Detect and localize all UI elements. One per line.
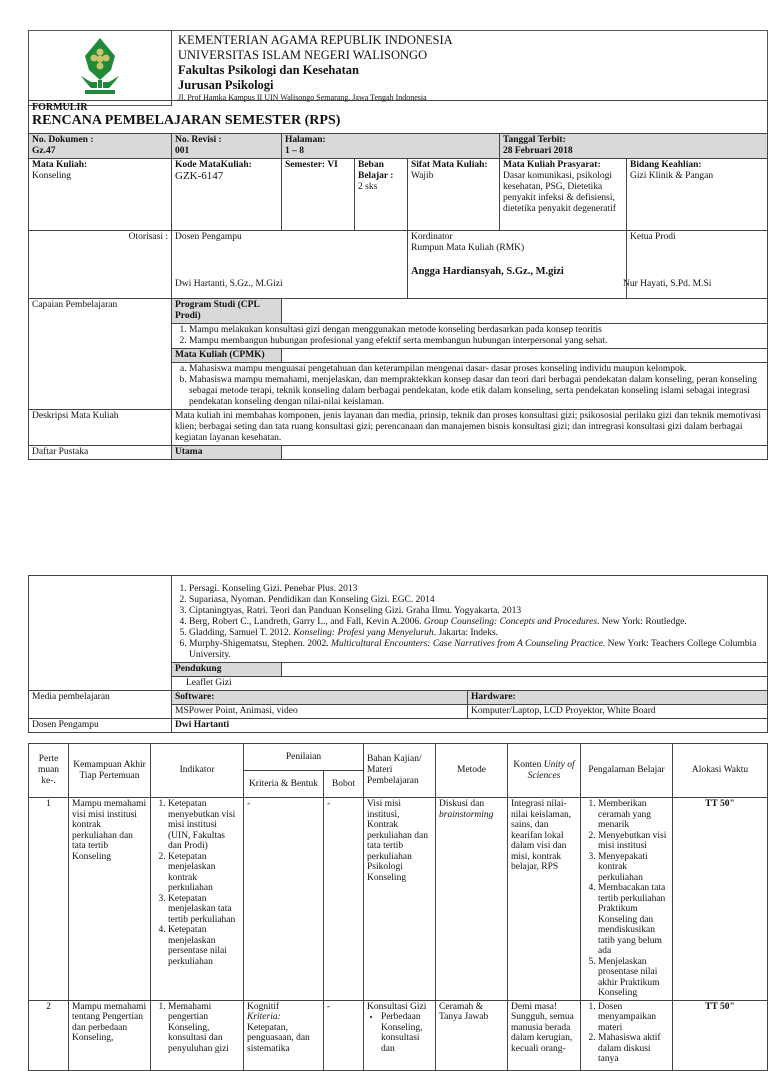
col-ability: Kemampuan Akhir Tiap Pertemuan [69,744,151,798]
form-title-cell [29,101,768,134]
table-row [29,798,768,1001]
support-blank [282,663,768,677]
indicator-item: 4. Ketepatan menjelaskan persentase nilai perkuliahan [168,925,240,967]
prereq-value: Dasar komunikasi, psikologi kesehatan, PSG, Dietetika penyakit infeksi & defisiensi, dietetika penyakit degeneratif [503,171,616,214]
lecturer-value-2: Dwi Hartanti [172,719,768,733]
col-criteria: Kriteria & Bentuk [244,771,324,798]
experience-cell [581,798,673,1001]
criteria-type: Kognitif [247,1001,280,1012]
revision-number: 001 [175,146,190,156]
criteria-text: - [244,798,324,1001]
cpmk-item: a. Mahasiswa mampu menguasai pengetahuan dan keterampilan mengenai dasar- dasar proses konseling individu maupun kelompok. [189,364,764,375]
university-name: UNIVERSITAS ISLAM NEGERI WALISONGO [178,48,428,62]
unity-header-text: Konten [513,759,544,770]
reference-text: Supariasa, Nyoman. Pendidikan dan Konseling Gizi. EGC. 2014 [189,595,435,605]
cpl-list [175,325,764,347]
col-weight: Bobot [324,771,364,798]
indicator-cell [151,1000,244,1070]
experience-item: 2. Menyebutkan visi misi institusi [598,831,669,852]
cpl-item: 1. Mampu melakukan konsultasi gizi dengan menggunakan metode konseling berdasarkan pada konsep teoritis [189,325,764,336]
references-table [28,575,768,733]
main-references-cell [172,576,768,663]
reference-item [189,617,764,628]
cpl-label: Program Studi (CPL Prodi) [172,299,282,324]
coordinator-sub: Rumpun Mata Kuliah (RMK) [411,243,525,253]
reference-text: Murphy-Shigematsu, Stephen. 2002. [189,639,331,649]
coordinator-label: Kordinator [411,232,453,242]
references-main-label: Utama [172,446,282,460]
nature-cell [408,159,500,231]
reference-item [189,584,764,595]
unity-text: Demi masa! Sungguh, semua manusia berada dalam kerugian, kecuali orang- [508,1000,581,1070]
prereq-cell [500,159,627,231]
issue-date-label: Tanggal Terbit: [503,135,566,145]
department-name: Jurusan Psikologi [178,78,274,92]
weekly-plan-table [28,743,768,1071]
doc-number-cell [29,134,172,159]
experience-list [584,799,669,999]
prereq-label: Mata Kuliah Prasyarat: [503,160,601,170]
indicator-item: 3. Ketepatan menjelaskan tata tertib perkuliahan [168,894,240,926]
material-title: Konsultasi Gizi [367,1001,427,1012]
reference-item [189,639,764,661]
reference-text: Gladding, Samuel T. 2012. [189,628,294,638]
nature-label: Sifat Mata Kuliah: [411,160,488,170]
indicator-item: 2. Ketepatan menjelaskan kontrak perkuliahan [168,852,240,894]
method-text: Diskusi dan [439,799,485,809]
time-text: TT 50" [673,798,768,1001]
institution-info [172,31,768,106]
page-label: Halaman: [285,135,326,145]
course-code-label: Kode MataKuliah: [175,160,252,170]
lecturer-name: Dwi Hartanti, S.Gz., M.Gizi [175,279,283,289]
software-value: MSPower Point, Animasi, video [172,705,468,719]
outcomes-label: Capaian Pembelajaran [29,299,172,410]
experience-item: 4. Membacakan tata tertib perkuliahan Praktikum Konseling dan mendiskusikan tatib yang belum ada [598,883,669,957]
main-references-list [175,584,764,661]
cpmk-list [175,364,764,408]
indicator-list [154,799,240,967]
cpmk-item: b. Mahasiswa mampu memahami, menjelaskan, dan mempraktekkan konsep dasar dan teori dari berbagai pendekatan dalam konseling, peran konseling sebagai metode terapi, teknik konseling dalam berbagai pendekatan, kode etik dalam konseling, serta pendekatan konseling islami sebagai integrasi pendekatan konseling dengan nilai-nilai keislaman. [189,375,764,408]
table-row [29,1000,768,1070]
field-value: Gizi Klinik & Pangan [630,171,714,181]
cpmk-blank [282,349,768,363]
experience-item: 3. Menyepakati kontrak perkuliahan [598,852,669,884]
experience-item: 1. Dosen menyampaikan materi [598,1002,669,1034]
criteria-text: Ketepatan, penguasaan, dan sistematika [247,1022,310,1054]
reference-text: Ciptaningtyas, Ratri. Teori dan Panduan Konseling Gizi. Graha Ilmu. Yogyakarta. 2013 [189,606,522,616]
reference-publisher: . Jakarta: Indeks. [433,628,499,638]
col-assessment: Penilaian [244,744,364,771]
method-italic: brainstorming [439,809,494,820]
issue-date: 28 Februari 2018 [503,146,573,156]
address: Jl. Prof Hamka Kampus II UIN Walisongo Semarang, Jawa Tengah Indonesia [178,93,427,102]
course-code: GZK-6147 [175,170,224,182]
form-label: FORMULIR [32,102,88,113]
indicator-list [154,1002,240,1055]
meeting-number: 1 [29,798,69,1001]
description-label: Deskripsi Mata Kuliah [29,410,172,446]
reference-item [189,628,764,639]
experience-cell [581,1000,673,1070]
page-range: 1 – 8 [285,146,304,156]
description-text: Mata kuliah ini membahas komponen, jenis layanan dan media, prinsip, teknik dan proses konsultasi gizi; psikososial perilaku gizi dan teknik memotivasi klien; berbagai seting dan tata ruang konsultasi gizi; perencanaan dan manajemen bisnis konsultasi gizi; dan intregrasi konsultasi gizi dalam berbagai kegiatan layanan kesehatan. [172,410,768,446]
col-unity [508,744,581,798]
doc-number: Gz.47 [32,146,56,156]
unity-text: Integrasi nilai-nilai keislaman, sains, dan kearifan lokal dalam visi dan misi, kontrak belajar, RPS [508,798,581,1001]
indicator-cell [151,798,244,1001]
weight-text: - [324,1000,364,1070]
cpmk-label: Mata Kuliah (CPMK) [172,349,282,363]
col-meeting: Perte muan ke-. [29,744,69,798]
coordinator-name: Angga Hardiansyah, S.Gz., M.gizi [411,266,564,277]
semester-cell [282,159,355,231]
field-cell [627,159,768,231]
material-cell [364,1000,436,1070]
material-item: • Perbedaan Konseling, konsultasi dan [381,1012,432,1054]
weight-text: - [324,798,364,1001]
nature-value: Wajib [411,171,434,181]
criteria-label: Kriteria: [247,1012,281,1022]
material-text: Visi misi institusi, Kontrak perkuliahan dan tata tertib perkuliahan Psikologi Konseling [364,798,436,1001]
lecturer-label: Dosen Pengampu [175,232,242,242]
experience-item: 2. Mahasiswa aktif dalam diskusi tanya [598,1033,669,1065]
revision-cell [172,134,282,159]
reference-title: Group Counseling: Concepts and Procedures [423,617,598,627]
lecturer-sign-cell [172,231,408,299]
institution-header [28,30,768,106]
meeting-number: 2 [29,1000,69,1070]
indicator-item: 1. Ketepatan menyebutkan visi misi institusi (UIN, Fakultas dan Prodi) [168,799,240,852]
lecturer-label-2: Dosen Pengampu [29,719,172,733]
course-name: Konseling [32,171,72,181]
issue-date-cell [500,134,768,159]
semester-label: Semester: [285,160,326,170]
col-time: Alokasi Waktu [673,744,768,798]
course-cell [29,159,172,231]
media-label: Media pembelajaran [29,691,172,719]
cpmk-list-cell [172,363,768,410]
logo-cell [29,31,172,106]
experience-list [584,1002,669,1065]
field-label: Bidang Keahlian: [630,160,702,170]
head-label: Ketua Prodi [630,232,676,242]
indicator-item: 1. Memahami pengertian Konseling, konsultasi dan penyuluhan gizi [168,1002,240,1055]
reference-text: Berg, Robert C., Landreth, Garry L., and Fall, Kevin A.2006. [189,617,424,627]
doc-number-label: No. Dokumen : [32,135,94,145]
criteria-cell [244,1000,324,1070]
method-text: Ceramah & Tanya Jawab [436,1000,508,1070]
hardware-label: Hardware: [468,691,768,705]
ability-text: Mampu memahami visi misi institusi kontrak perkuliahan dan tata tertib Konseling [69,798,151,1001]
col-method: Metode [436,744,508,798]
cpl-list-cell [172,324,768,349]
references-blank [282,446,768,460]
cpl-blank [282,299,768,324]
cpl-item: 2. Mampu membangun hubungan profesional yang efektif serta membangun hubungan interpersonal yang sehat. [189,336,764,347]
reference-title: Multicultural Encounters: Case Narratives from A Counseling Practice. [330,639,606,649]
support-label: Pendukung [172,663,282,677]
authorization-label: Otorisasi : [29,231,172,299]
method-cell [436,798,508,1001]
page-cell [282,134,500,159]
coordinator-sign-cell [408,231,627,299]
ability-text: Mampu memahami tentang Pengertian dan perbedaan Konseling, [69,1000,151,1070]
reference-publisher: . New York: Routledge. [597,617,687,627]
software-label: Software: [172,691,468,705]
semester-value: VI [327,160,338,170]
col-indicator: Indikator [151,744,244,798]
reference-text: Persagi. Konseling Gizi. Penebar Plus. 2013 [189,584,358,594]
load-label: Beban Belajar : [358,160,394,181]
reference-publisher: New York: Teachers College Columbia University. [189,639,757,660]
material-list [367,1012,432,1054]
experience-item: 1. Memberikan ceramah yang menarik [598,799,669,831]
reference-title: Konseling: Profesi yang Menyeluruh [293,628,434,638]
col-experience: Pengalaman Belajar [581,744,673,798]
support-value: Leaflet Gizi [172,677,768,691]
reference-item [189,606,764,617]
unity-header-italic: Unity of Sciences [527,759,575,781]
time-text: TT 50" [673,1000,768,1070]
course-label: Mata Kuliah: [32,160,88,170]
revision-label: No. Revisi : [175,135,222,145]
load-value: 2 sks [358,182,378,192]
course-code-cell [172,159,282,231]
references-left-blank [29,576,172,691]
col-material: Bahan Kajian/ Materi Pembelajaran [364,744,436,798]
head-name: Nur Hayati, S.Pd. M.Si [623,279,712,289]
head-sign-cell [623,231,768,299]
page-title: RENCANA PEMBELAJARAN SEMESTER (RPS) [32,113,341,128]
hardware-value: Komputer/Laptop, LCD Proyektor, White Board [468,705,768,719]
rps-form-table [28,100,768,460]
faculty-name: Fakultas Psikologi dan Kesehatan [178,63,359,77]
experience-item: 5. Menjelaskan prosentase nilai akhir Praktikum Konseling [598,957,669,999]
references-label: Daftar Pustaka [29,446,172,460]
ministry-name: KEMENTERIAN AGAMA REPUBLIK INDONESIA [178,33,453,47]
load-cell [355,159,408,231]
uin-walisongo-logo-icon [77,36,123,96]
reference-item [189,595,764,606]
